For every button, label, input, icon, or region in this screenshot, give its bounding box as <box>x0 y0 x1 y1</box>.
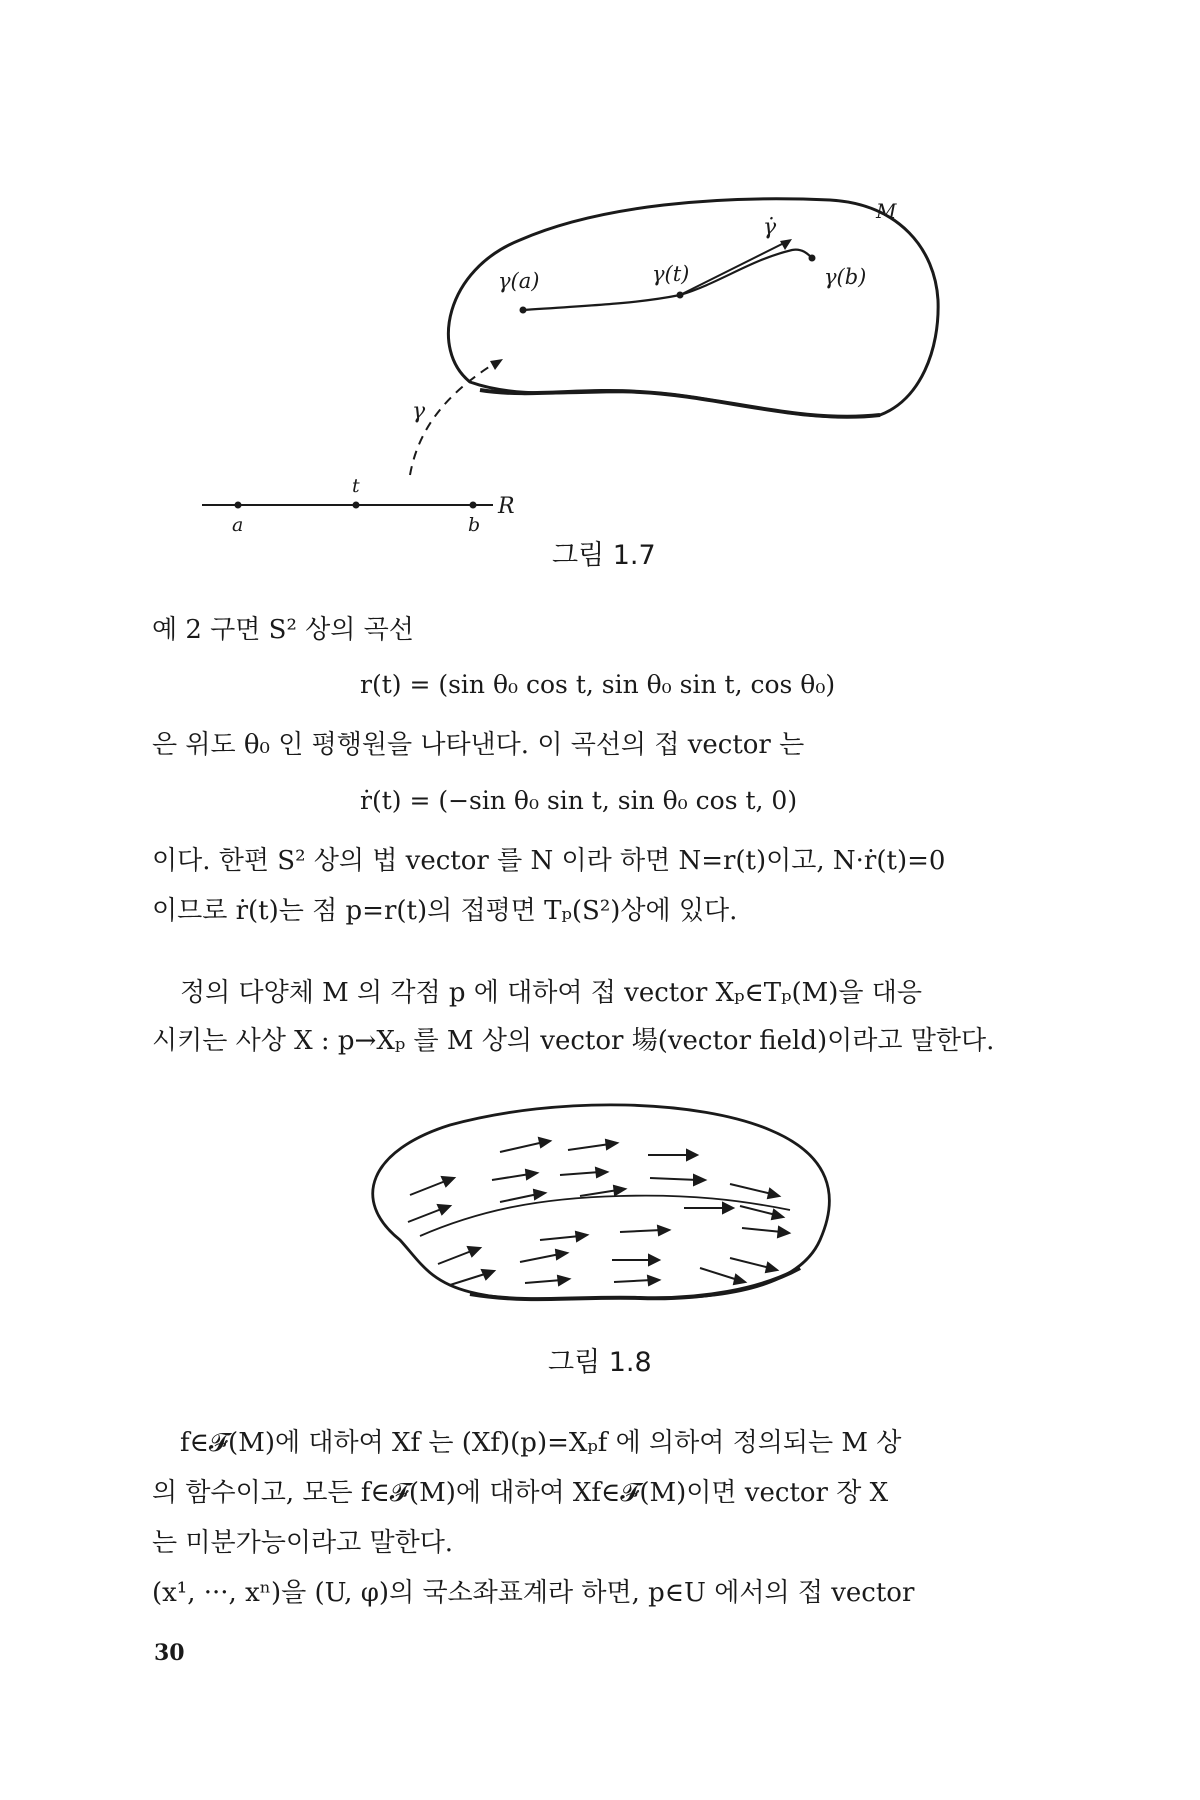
figure-1-8-caption: 그림 1.8 <box>548 1347 652 1378</box>
label-gamma-b: γ(b) <box>824 265 867 289</box>
label-gamma-dot: γ̇ <box>763 215 777 240</box>
definition-line2: 시키는 사상 X : p→Xₚ 를 M 상의 vector 場(vector field)이라고 말한다. <box>152 1026 995 1056</box>
figure-1-7-caption: 그림 1.7 <box>552 540 656 571</box>
field-integral-curve <box>420 1196 790 1236</box>
label-M: M <box>876 199 897 223</box>
field-lower-edge <box>470 1268 800 1299</box>
body-line2: 의 함수이고, 모든 f∈𝓕(M)에 대하여 Xf∈𝓕(M)이면 vector 장 X <box>152 1478 889 1508</box>
example2-line1: 예 2 구면 S² 상의 곡선 <box>152 615 414 645</box>
label-gamma-a: γ(a) <box>498 269 540 293</box>
label-gamma-t: γ(t) <box>652 262 690 286</box>
page-number: 30 <box>154 1640 185 1666</box>
example2-line2: 은 위도 θ₀ 인 평행원을 나타낸다. 이 곡선의 접 vector 는 <box>152 730 805 760</box>
label-a: a <box>232 514 244 536</box>
definition-line1: 정의 다양체 M 의 각점 p 에 대하여 접 vector Xₚ∈Tₚ(M)을 대응 <box>180 978 923 1008</box>
label-R: R <box>498 494 515 519</box>
example2-formula2: ṙ(t) = (−sin θ₀ sin t, sin θ₀ cos t, 0) <box>360 786 798 815</box>
body-line1: f∈𝓕(M)에 대하여 Xf 는 (Xf)(p)=Xₚf 에 의하여 정의되는 M 상 <box>180 1428 902 1458</box>
field-arrows <box>408 1138 789 1285</box>
body-line3: 는 미분가능이라고 말한다. <box>152 1528 454 1558</box>
label-gamma-map: γ <box>412 399 426 424</box>
example2-line3: 이다. 한편 S² 상의 법 vector 를 N 이라 하면 N=r(t)이고, N·ṙ(t)=0 <box>152 846 946 876</box>
label-b: b <box>468 514 481 536</box>
example2-line4: 이므로 ṙ(t)는 점 p=r(t)의 접평면 Tₚ(S²)상에 있다. <box>152 896 738 926</box>
label-t: t <box>352 475 360 497</box>
field-manifold-boundary <box>373 1105 830 1299</box>
example2-formula1: r(t) = (sin θ₀ cos t, sin θ₀ sin t, cos θ₀) <box>360 670 836 699</box>
body-line4: (x¹, ···, xⁿ)을 (U, φ)의 국소좌표계라 하면, p∈U 에서의 접 vector <box>152 1578 915 1608</box>
